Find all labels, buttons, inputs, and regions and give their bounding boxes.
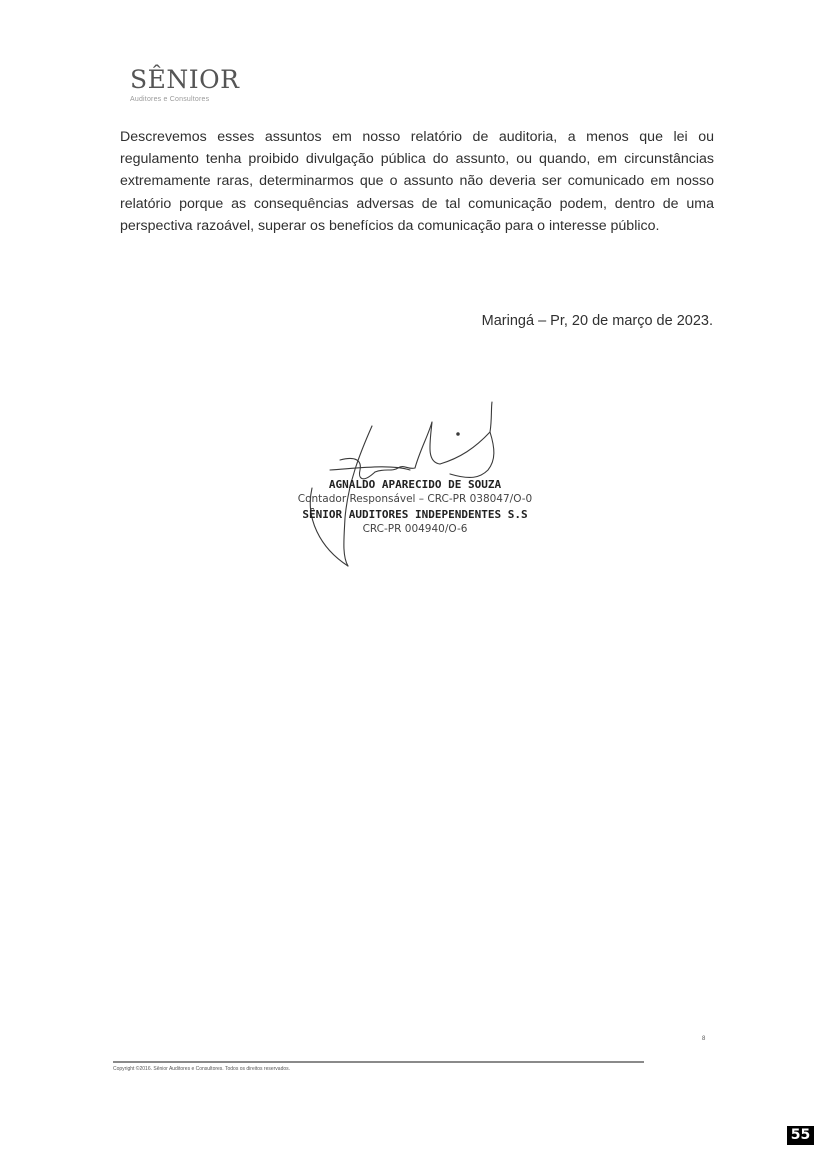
signature-block bbox=[270, 477, 560, 537]
logo-tagline: Auditores e Consultores bbox=[130, 96, 210, 103]
company-logo bbox=[130, 66, 239, 103]
logo-name: SÊNIOR bbox=[130, 65, 240, 94]
body-paragraph: Descrevemos esses assuntos em nosso relatório de auditoria, a menos que lei ou regulamento tenha proibido divulgação pública do assunto, ou quando, em circunstâncias extremamente raras, determinarmos que o assunto não deveria ser comunicado em nosso relatório porque as consequências adversas de tal comunicação podem, dentro de uma perspectiva razoável, superar os benefícios da comunicação para o interesse público. bbox=[120, 129, 714, 234]
page-number-badge: 55 bbox=[787, 1126, 814, 1145]
footer-copyright: Copyright ©2016. Sênior Auditores e Consultores. Todos os direitos reservados. bbox=[113, 1066, 291, 1072]
footer-page-mark: 8 bbox=[702, 1036, 706, 1042]
place-date-line: Maringá – Pr, 20 de março de 2023. bbox=[481, 313, 713, 329]
footer-divider bbox=[113, 1061, 644, 1063]
signatory-role: Contador Responsável – CRC-PR 038047/O-0 bbox=[297, 493, 533, 505]
signatory-name: AGNALDO APARECIDO DE SOUZA bbox=[328, 478, 502, 491]
firm-name: SÊNIOR AUDITORES INDEPENDENTES S.S bbox=[302, 508, 528, 521]
firm-crc: CRC-PR 004940/O-6 bbox=[362, 523, 468, 535]
